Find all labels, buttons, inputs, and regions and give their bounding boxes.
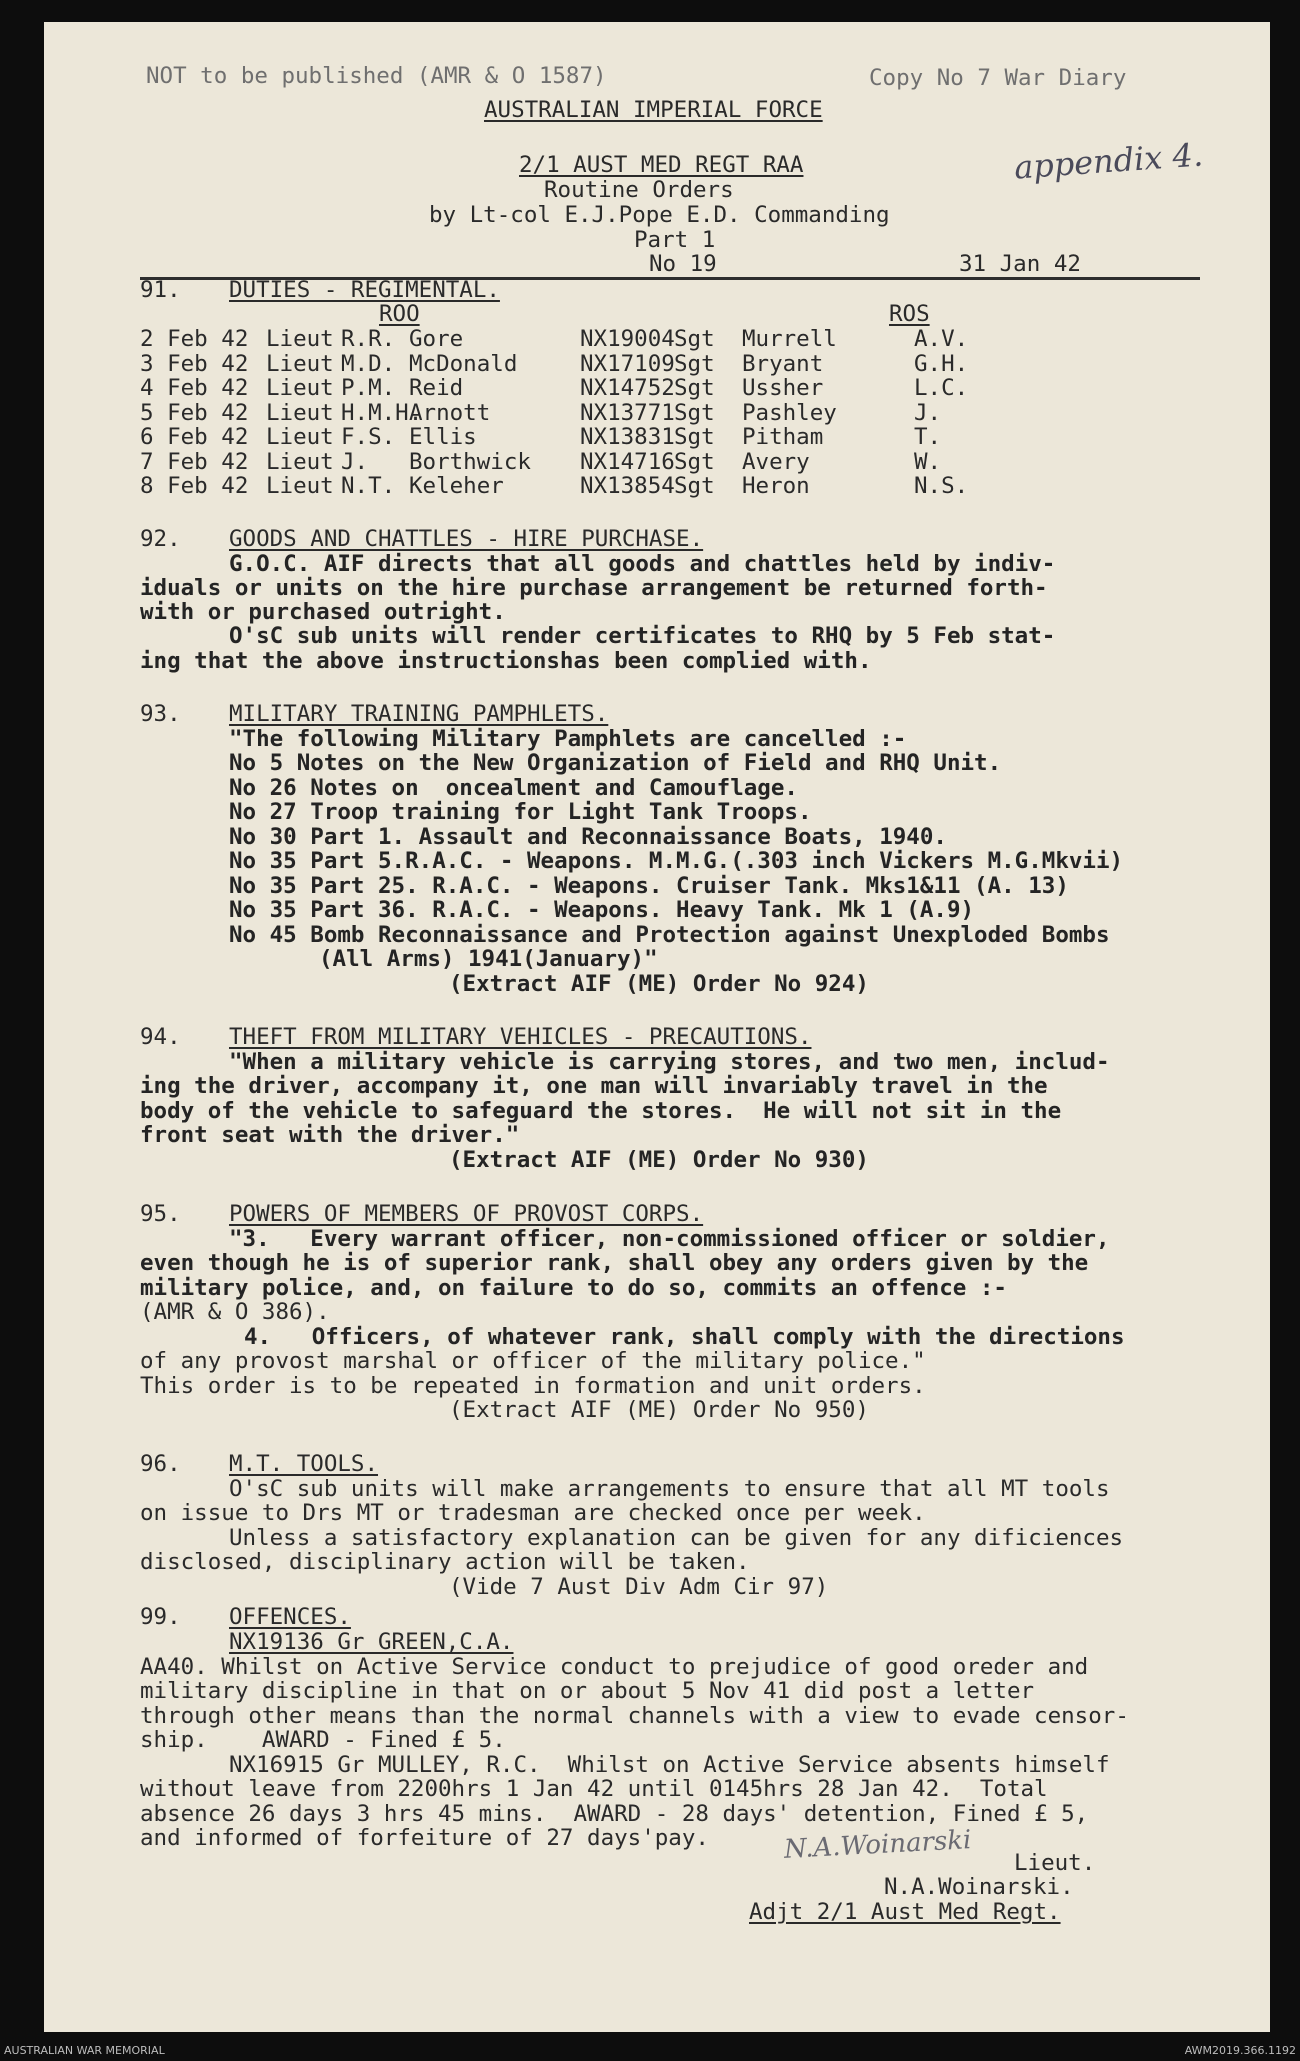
duty-row-no: NX19004 [580,326,675,352]
duty-row-no: NX14752 [580,375,675,401]
duty-row-rank2: Sgt [674,326,715,352]
routine-orders-title: Routine Orders [544,177,734,203]
section-96-number: 96. [140,1451,181,1477]
duty-row-no: NX13854 [580,473,675,499]
duty-row-rank: Lieut [266,326,334,352]
roo-label: ROO [379,301,420,327]
force-title: AUSTRALIAN IMPERIAL FORCE [484,97,823,123]
section-95-line: military police, and, on failure to do so, commits an offence :- [140,1275,1007,1301]
duty-row-rank: Lieut [266,424,334,450]
duty-row-rank2: Sgt [674,399,715,426]
appendix-handwritten: appendix 4. [1012,135,1205,187]
duty-row-date: 5 Feb 42 [140,399,249,426]
ros-label: ROS [889,301,930,327]
section-94-citation: (Extract AIF (ME) Order No 930) [449,1147,869,1173]
section-95-line: 4. Officers, of whatever rank, shall comply with the directions [244,1324,1125,1350]
section-93-line: No 35 Part 5.R.A.C. - Weapons. M.M.G.(.303 inch Vickers M.G.Mkvii) [229,848,1124,874]
section-93-line: No 5 Notes on the New Organization of Field and RHQ Unit. [229,750,1002,776]
section-94-number: 94. [140,1024,181,1050]
section-99-heading: OFFENCES. [229,1604,351,1630]
document-page [44,22,1270,2032]
duty-row-init: F.S. [341,424,396,450]
duty-row-no: NX13771 [580,399,675,426]
duty-row-no: NX17109 [580,350,675,377]
duty-row-init: J. [341,448,369,475]
duty-row-init2: L.C. [914,375,969,401]
duty-row-init: R.R. [341,326,396,352]
duty-row-init2: T. [914,424,942,450]
duty-row-name2: Heron [742,473,810,499]
duty-row-init2: G.H. [914,350,969,377]
signature-title: Adjt 2/1 Aust Med Regt. [749,1899,1061,1925]
section-91-heading: DUTIES - REGIMENTAL. [229,277,500,303]
section-93-line: (All Arms) 1941(January)" [319,946,658,972]
duty-row-init: P.M. [341,375,396,401]
commanding-officer-line: by Lt-col E.J.Pope E.D. Commanding [429,202,890,228]
duty-row-date: 8 Feb 42 [140,473,249,499]
section-94-line: body of the vehicle to safeguard the stores. He will not sit in the [140,1098,1062,1124]
duty-row-name: Gore [409,326,464,352]
section-94-line: ing the driver, accompany it, one man will invariably travel in the [140,1073,1048,1099]
section-93-citation: (Extract AIF (ME) Order No 924) [449,971,869,997]
order-date: 31 Jan 42 [959,251,1081,277]
section-96-citation: (Vide 7 Aust Div Adm Cir 97) [449,1574,829,1600]
section-93-line: No 35 Part 25. R.A.C. - Weapons. Cruiser Tank. Mks1&11 (A. 13) [229,873,1069,899]
section-91-number: 91. [140,277,181,303]
section-93-heading: MILITARY TRAINING PAMPHLETS. [229,701,609,727]
handwritten-signature: N.A.Woinarski [783,1825,973,1865]
section-94-heading: THEFT FROM MILITARY VEHICLES - PRECAUTIONS. [229,1024,812,1050]
section-92-line: O'sC sub units will render certificates to RHQ by 5 Feb stat- [229,623,1056,649]
duty-row-init: M.D. [341,350,396,377]
section-95-line: "3. Every warrant officer, non-commissioned officer or soldier, [229,1226,1110,1252]
section-92-line: G.O.C. AIF directs that all goods and chattles held by indiv- [229,551,1056,577]
duty-row-name2: Ussher [742,375,824,401]
section-92-number: 92. [140,526,181,552]
section-94-line: "When a military vehicle is carrying stores, and two men, includ- [229,1049,1110,1075]
duty-row-rank: Lieut [266,375,334,401]
duty-row-name2: Avery [742,448,810,475]
section-95-line: (AMR & O 386). [140,1299,330,1325]
section-96-line: on issue to Drs MT or tradesman are checked once per week. [140,1500,926,1526]
section-95-line: even though he is of superior rank, shall obey any orders given by the [140,1250,1089,1276]
duty-row-init2: W. [914,448,942,475]
section-93-line: No 30 Part 1. Assault and Reconnaissance Boats, 1940. [229,824,947,850]
duty-row-name: Borthwick [409,448,531,475]
duty-row-rank: Lieut [266,448,334,475]
section-95-line: of any provost marshal or officer of the military police." [140,1348,926,1374]
not-published-notice: NOT to be published (AMR & O 1587) [146,63,607,89]
duty-row-date: 2 Feb 42 [140,326,249,352]
section-96-heading: M.T. TOOLS. [229,1451,379,1477]
duty-row-rank: Lieut [266,350,334,377]
duty-row-init: H.M.H. [341,399,423,426]
section-99-line: ship. AWARD - Fined £ 5. [140,1727,506,1753]
duty-row-rank: Lieut [266,473,334,499]
duty-row-name2: Pashley [742,399,837,426]
section-93-line: No 26 Notes on oncealment and Camouflage. [229,775,798,801]
section-93-line: No 35 Part 36. R.A.C. - Weapons. Heavy Tank. Mk 1 (A.9) [229,897,975,923]
duty-row-name: Arnott [409,399,491,426]
duty-row-name: Reid [409,375,464,401]
duty-row-date: 3 Feb 42 [140,350,249,377]
regiment-title: 2/1 AUST MED REGT RAA [519,152,804,178]
footer-institution: AUSTRALIAN WAR MEMORIAL [4,2044,165,2057]
section-95-number: 95. [140,1201,181,1227]
duty-row-init2: N.S. [914,473,969,499]
section-95-heading: POWERS OF MEMBERS OF PROVOST CORPS. [229,1201,704,1227]
signature-rank: Lieut. [1014,1850,1096,1876]
section-99-line: absence 26 days 3 hrs 45 mins. AWARD - 28 days' detention, Fined £ 5, [140,1801,1089,1827]
section-95-citation: (Extract AIF (ME) Order No 950) [449,1397,869,1423]
section-92-line: with or purchased outright. [140,599,506,625]
duty-row-rank2: Sgt [674,375,715,401]
section-93-number: 93. [140,701,181,727]
part-label: Part 1 [634,227,716,253]
duty-row-name: Ellis [409,424,477,450]
section-99-line: military discipline in that on or about 5 Nov 41 did post a letter [140,1678,1035,1704]
duty-row-name2: Bryant [742,350,824,377]
duty-row-name2: Murrell [742,326,837,352]
section-94-line: front seat with the driver." [140,1122,520,1148]
section-92-line: ing that the above instructionshas been complied with. [140,648,872,674]
copy-number: Copy No 7 War Diary [869,65,1127,91]
section-99-number: 99. [140,1604,181,1630]
duty-row-no: NX13831 [580,424,675,450]
duty-row-init2: A.V. [914,326,969,352]
duty-row-name: Keleher [409,473,504,499]
section-99-line: and informed of forfeiture of 27 days'pay. [140,1825,709,1851]
section-92-line: iduals or units on the hire purchase arrangement be returned forth- [140,575,1048,601]
signature-name: N.A.Woinarski. [884,1874,1074,1900]
section-93-line: "The following Military Pamphlets are cancelled :- [229,726,907,752]
duty-row-no: NX14716 [580,448,675,475]
duty-row-date: 7 Feb 42 [140,448,249,475]
section-99-line: through other means than the normal channels with a view to evade censor- [140,1703,1129,1729]
footer-accession-number: AWM2019.366.1192 [1184,2044,1296,2057]
duty-row-init: N.T. [341,473,396,499]
duty-row-name2: Pitham [742,424,824,450]
duty-row-date: 4 Feb 42 [140,375,249,401]
duty-row-rank: Lieut [266,399,334,426]
order-number: No 19 [649,251,717,277]
section-92-heading: GOODS AND CHATTLES - HIRE PURCHASE. [229,526,704,552]
duty-row-rank2: Sgt [674,448,715,475]
duty-row-init2: J. [914,399,942,426]
section-95-line: This order is to be repeated in formation and unit orders. [140,1373,926,1399]
section-99-line: AA40. Whilst on Active Service conduct to prejudice of good oreder and [140,1654,1089,1680]
section-99-line: NX19136 Gr GREEN,C.A. [229,1629,514,1655]
duty-row-date: 6 Feb 42 [140,424,249,450]
duty-row-rank2: Sgt [674,424,715,450]
section-99-line: without leave from 2200hrs 1 Jan 42 until 0145hrs 28 Jan 42. Total [140,1776,1048,1802]
section-96-line: disclosed, disciplinary action will be taken. [140,1549,750,1575]
archive-footer [0,2036,1300,2061]
duty-row-rank2: Sgt [674,473,715,499]
section-93-line: No 27 Troop training for Light Tank Troops. [229,799,812,825]
section-96-line: O'sC sub units will make arrangements to ensure that all MT tools [229,1476,1110,1502]
duty-row-rank2: Sgt [674,350,715,377]
duty-row-name: McDonald [409,350,518,377]
section-96-line: Unless a satisfactory explanation can be given for any dificiences [229,1525,1124,1551]
section-99-line: NX16915 Gr MULLEY, R.C. Whilst on Active Service absents himself [229,1752,1110,1778]
section-93-line: No 45 Bomb Reconnaissance and Protection against Unexploded Bombs [229,922,1110,948]
